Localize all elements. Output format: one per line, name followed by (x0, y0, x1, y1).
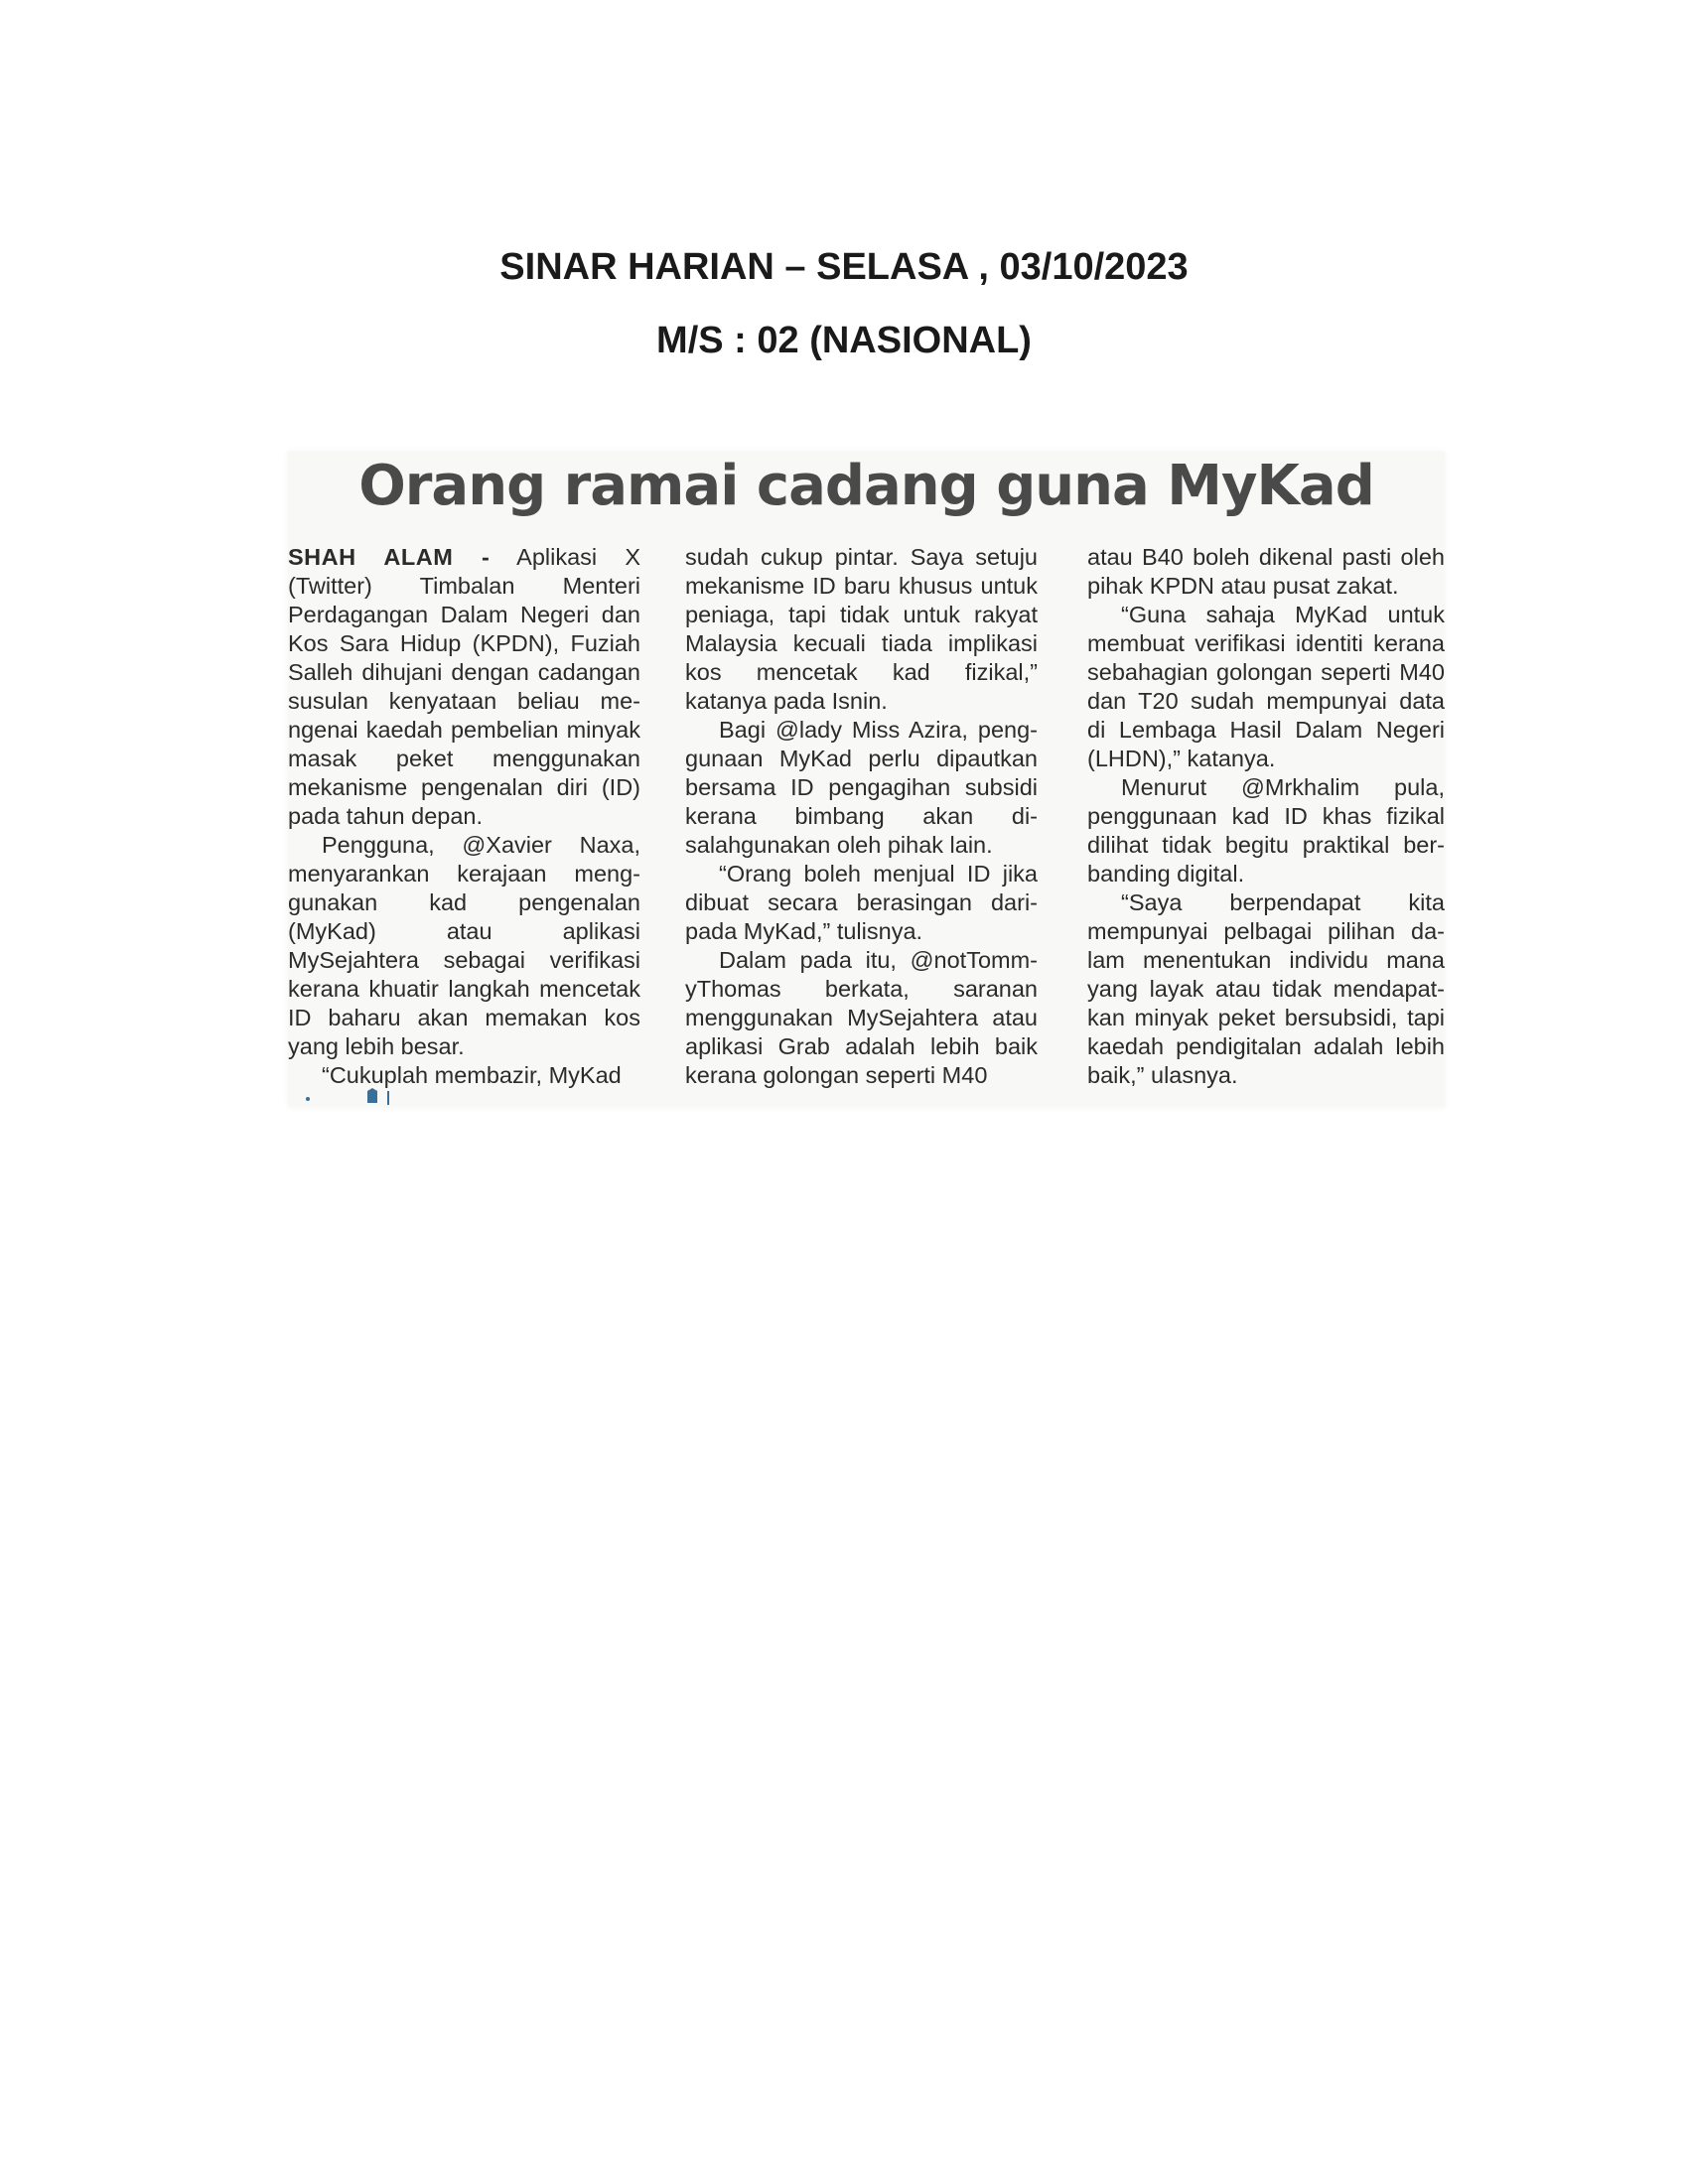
article-paragraph: “Saya berpendapat kita mempunyai pelbagai pilihan dalam menentukan individu mana yang layak atau tidak mendapatkan minyak peket bersubsidi, tapi kaedah pendigitalan adalah lebih baik,” ulasnya. (1087, 889, 1445, 1088)
article-paragraph: “Guna sahaja MyKad untuk membuat verifikasi identiti kerana sebahagian golongan seperti M40 dan T20 sudah mempunyai data di Lembaga Hasil Dalam Negeri (LHDN),” katanya. (1087, 602, 1445, 771)
article-column-1 (288, 543, 640, 1090)
article-dateline: SHAH ALAM - (288, 544, 491, 570)
article-paragraph: Dalam pada itu, @notTommyThomas berkata, saranan menggunakan MySejahtera atau aplikasi Grab adalah lebih baik kerana golongan seperti M40 (685, 947, 1038, 1088)
article-headline: Orang ramai cadang guna MyKad (358, 454, 1374, 518)
publication-date-header: SINAR HARIAN – SELASA , 03/10/2023 (499, 246, 1189, 288)
article-paragraph: Bagi @lady Miss Azira, penggunaan MyKad perlu dipautkan bersama ID pengagihan subsidi kerana bimbang akan disalahgunakan oleh pihak lain. (685, 717, 1038, 858)
article-paragraph: “Orang boleh menjual ID jika dibuat secara berasingan daripada MyKad,” tulisnya. (685, 861, 1038, 944)
article-column-2 (685, 543, 1038, 1090)
paragraph-text: Aplikasi X (Twitter) Timbalan Menteri Perdagangan Dalam Negeri dan Kos Sara Hidup (KPDN), Fuziah Salleh dihujani dengan cadangan susulan kenyataan beliau mengenai kaedah pembelian minyak masak peket menggunakan mekanisme pengenalan diri (ID) pada tahun depan. (288, 544, 640, 829)
article-paragraph: Menurut @Mrkhalim pula, penggunaan kad ID khas fizikal dilihat tidak begitu praktikal berbanding digital. (1087, 774, 1445, 887)
article-paragraph: “Cukuplah membazir, MyKad (322, 1062, 622, 1088)
article-paragraph: Pengguna, @Xavier Naxa, menyarankan kerajaan menggunakan kad pengenalan (MyKad) atau aplikasi MySejahtera sebagai verifikasi kerana khuatir langkah mencetak ID baharu akan memakan kos yang lebih besar. (288, 832, 640, 1059)
newspaper-clipping (288, 452, 1445, 1107)
article-paragraph: atau B40 boleh dikenal pasti oleh pihak KPDN atau pusat zakat. (1087, 544, 1445, 599)
article-paragraph: sudah cukup pintar. Saya setuju mekanisme ID baru khusus untuk peniaga, tapi tidak untuk rakyat Malaysia kecuali tiada implikasi kos mencetak kad fizikal,” katanya pada Isnin. (685, 544, 1038, 714)
article-column-3 (1087, 543, 1445, 1090)
article-paragraph (288, 543, 640, 831)
publisher-mark-icon (288, 1087, 407, 1107)
page-section-header: M/S : 02 (NASIONAL) (656, 320, 1032, 361)
